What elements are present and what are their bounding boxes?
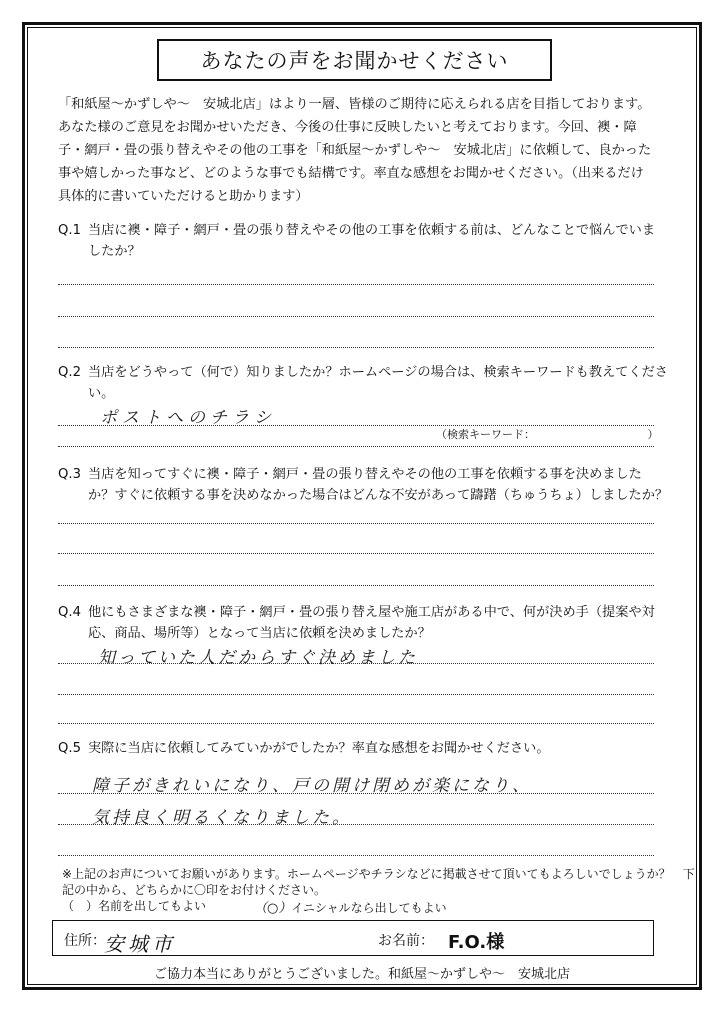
note-line: 記の中から、どちらかに〇印をお付けください。 [62, 883, 327, 897]
title-text: あなたの声をお聞かせください [200, 49, 509, 73]
handwritten-answer: 気持良く明るくなりました。 [92, 808, 352, 828]
intro-line: 子・網戸・畳の張り替えやその他の工事を「和紙屋～かずしや～ 安城北店」に依頼して、良かった [58, 143, 652, 158]
answer-line[interactable] [58, 316, 654, 317]
answer-line[interactable] [58, 523, 654, 524]
handwritten-answer: ポストへのチラシ [100, 408, 276, 428]
intro-line: あなた様のご意見をお聞かせいただき、今後の仕事に反映したいと考えております。今回、襖・障 [58, 120, 637, 135]
permission-note [62, 866, 695, 898]
option-label: イニシャルなら出してもよい [291, 901, 447, 915]
answer-line[interactable] [58, 793, 654, 794]
answer-line[interactable] [58, 663, 654, 664]
option-full-name[interactable] [62, 897, 206, 916]
answer-line[interactable] [58, 446, 654, 447]
question-number: Q.4 [58, 605, 81, 620]
question-line: 実際に当店に依頼してみていかがでしたか？率直な感想をお聞かせください。 [88, 741, 550, 756]
question-line: 他にもさまざまな襖・障子・網戸・畳の張り替え屋や施工店がある中で、何が決め手（提案や対 [88, 605, 655, 620]
handwritten-answer: 知っていた人だからすぐ決めました [98, 648, 418, 668]
question-line: 応、商品、場所等）となって当店に依頼を決めましたか？ [88, 626, 431, 641]
intro-line: 具体的に書いていただけると助かります） [58, 189, 309, 204]
address-value[interactable]: 安城市 [104, 932, 176, 956]
answer-line[interactable] [58, 855, 654, 856]
answer-line[interactable] [58, 824, 654, 825]
keyword-field[interactable] [436, 426, 659, 442]
question-number: Q.5 [58, 741, 81, 756]
question-number: Q.1 [58, 223, 81, 238]
option-label: 名前を出してもよい [98, 899, 207, 913]
keyword-label: （検索キーワード： [436, 428, 530, 441]
option-initials[interactable] [254, 897, 447, 916]
note-line: ※上記のお声についてお願いがあります。ホームページやチラシなどに掲載させて頂いてもよろしいでしょうか？ 下 [62, 867, 695, 881]
handwritten-answer: 障子がきれいになり、戸の開け閉めが楽になり、 [92, 776, 532, 796]
footer-thanks: ご協力本当にありがとうございました。和紙屋～かずしや～ 安城北店 [153, 967, 570, 982]
answer-line[interactable] [58, 694, 654, 695]
question-text [88, 220, 668, 262]
question-line: したか？ [88, 244, 141, 259]
question-text [88, 362, 668, 404]
name-value[interactable]: F.O.様 [448, 932, 505, 953]
intro-paragraph [58, 93, 673, 208]
permission-options [62, 897, 447, 916]
answer-line[interactable] [58, 284, 654, 285]
intro-line: 「和紙屋～かずしや～ 安城北店」はより一層、皆様のご期待に応えられる店を目指しております。 [58, 97, 651, 112]
question-line: 当店を知ってすぐに襖・障子・網戸・畳の張り替えやその他の工事を依頼する事を決めました [88, 467, 642, 482]
answer-line[interactable] [58, 585, 654, 586]
question-text [88, 464, 668, 506]
question-text [88, 738, 668, 759]
answer-line[interactable] [58, 347, 654, 348]
answer-line[interactable] [58, 723, 654, 724]
question-text [88, 602, 668, 644]
answer-line[interactable] [58, 553, 654, 554]
address-label: 住所： [64, 933, 106, 949]
intro-line: 事や嬉しかった事など、どのような事でも結構です。率直な感想をお聞かせください。（出来るだけ [58, 166, 644, 181]
option-checkbox[interactable]: （ ） [62, 899, 99, 913]
option-checkbox-circled[interactable]: （○） [254, 901, 292, 916]
question-number: Q.3 [58, 467, 81, 482]
question-line: か？すぐに依頼する事を決めなかった場合はどんな不安があって躊躇（ちゅうちょ）しましたか？ [88, 488, 669, 503]
question-line: い。 [88, 386, 115, 401]
name-label: お名前： [378, 933, 434, 949]
question-number: Q.2 [58, 365, 81, 380]
page-title [157, 39, 552, 81]
keyword-close: ） [647, 428, 659, 441]
question-line: 当店に襖・障子・網戸・畳の張り替えやその他の工事を依頼する前は、どんなことで悩んでいま [88, 223, 656, 238]
question-line: 当店をどうやって（何で）知りましたか？ホームページの場合は、検索キーワードも教えてくださ [88, 365, 668, 380]
